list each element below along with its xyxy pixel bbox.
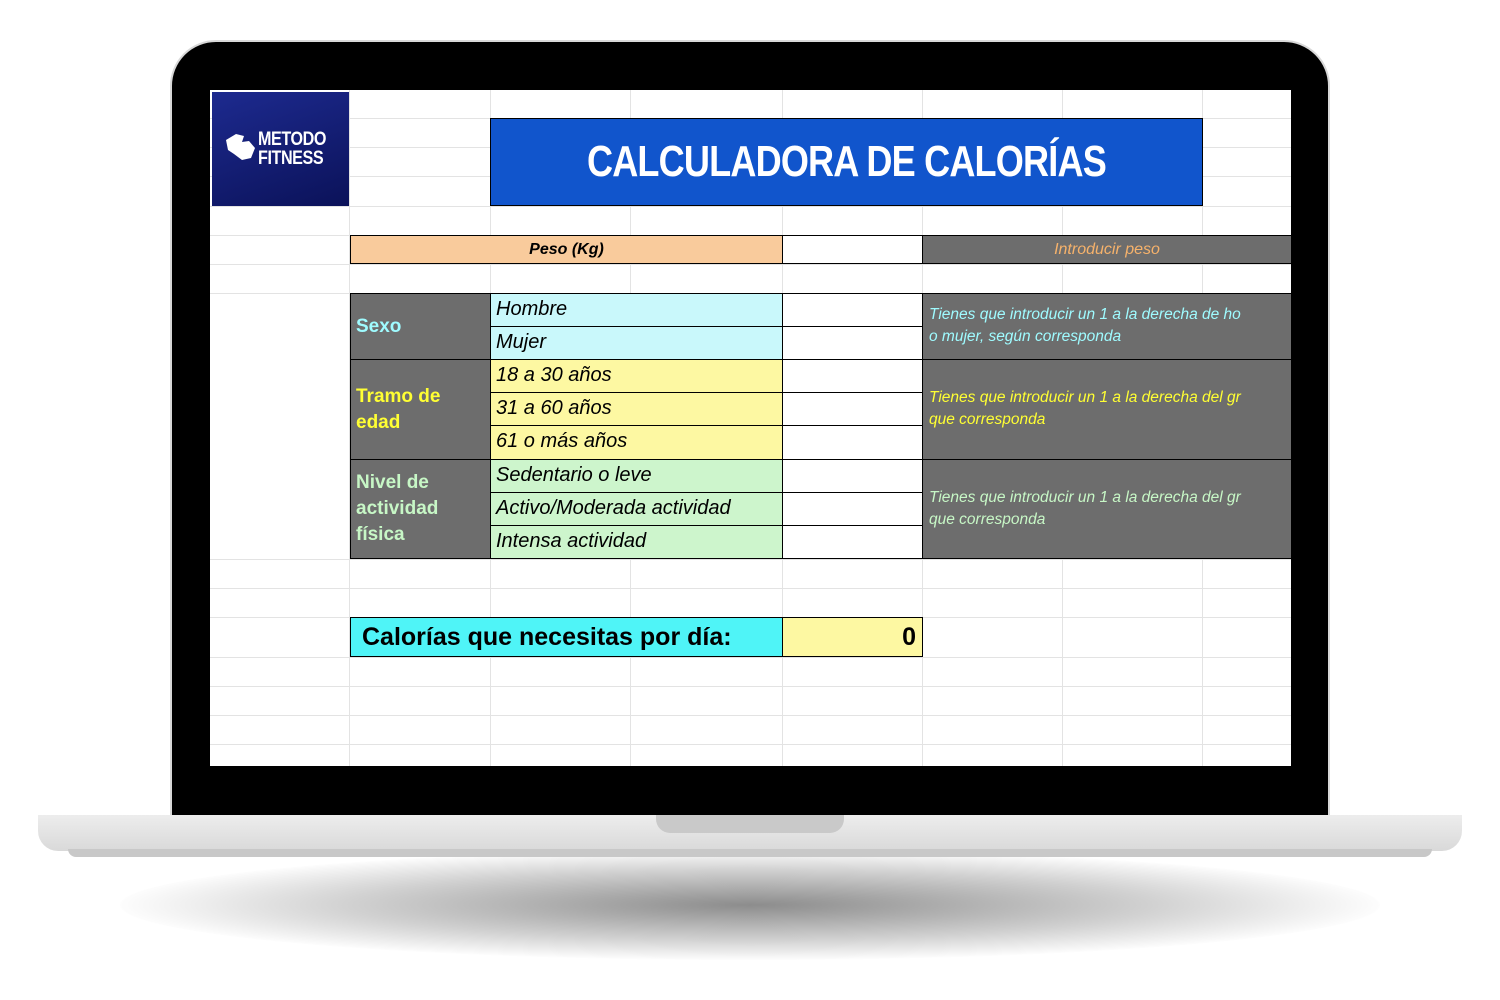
calories-result-label: Calorías que necesitas por día:	[350, 617, 783, 657]
page-title-banner	[490, 118, 1203, 206]
sexo-hint-line-1: Tienes que introducir un 1 a la derecha de ho	[929, 306, 1241, 323]
flexed-arm-icon	[222, 126, 262, 166]
edad-hint-line-2: que corresponda	[929, 411, 1046, 428]
logo-line-2: FITNESS	[258, 148, 324, 169]
laptop-base-lip	[68, 849, 1432, 857]
edad-31-60-input-cell[interactable]	[782, 392, 923, 426]
option-31-60: 31 a 60 años	[490, 392, 783, 426]
page-title: CALCULADORA DE CALORÍAS	[587, 137, 1106, 186]
edad-group-label: Tramo de edad	[350, 359, 491, 460]
option-hombre: Hombre	[490, 293, 783, 327]
sexo-hint	[922, 293, 1291, 360]
option-61-mas: 61 o más años	[490, 425, 783, 460]
actividad-hint-line-1: Tienes que introducir un 1 a la derecha del gr	[929, 489, 1241, 506]
gridline	[210, 264, 1291, 265]
logo-line-1: METODO	[258, 129, 327, 150]
gridline	[210, 744, 1291, 745]
option-mujer: Mujer	[490, 326, 783, 360]
gridline	[210, 715, 1291, 716]
gridline	[210, 588, 1291, 589]
intensa-input-cell[interactable]	[782, 525, 923, 559]
sexo-hint-line-2: o mujer, según corresponda	[929, 328, 1122, 345]
actividad-group-label: Nivel de actividad física	[350, 459, 491, 559]
laptop-shadow	[120, 850, 1380, 960]
brand-logo	[212, 92, 349, 206]
edad-hint-line-1: Tienes que introducir un 1 a la derecha del gr	[929, 389, 1241, 406]
gridline	[210, 559, 1291, 560]
gridline	[210, 206, 1291, 207]
logo-wordmark	[258, 130, 326, 168]
mujer-input-cell[interactable]	[782, 326, 923, 360]
peso-input-cell[interactable]	[782, 235, 923, 264]
actividad-hint-line-2: que corresponda	[929, 511, 1046, 528]
option-sedentario: Sedentario o leve	[490, 459, 783, 493]
sexo-group-label: Sexo	[350, 293, 491, 360]
calories-result-value[interactable]: 0	[782, 617, 923, 657]
hombre-input-cell[interactable]	[782, 293, 923, 327]
option-18-30: 18 a 30 años	[490, 359, 783, 393]
peso-hint: Introducir peso	[922, 235, 1291, 264]
actividad-hint	[922, 459, 1291, 559]
edad-hint	[922, 359, 1291, 460]
spreadsheet-screen	[210, 90, 1291, 766]
gridline	[210, 686, 1291, 687]
laptop-notch	[656, 815, 844, 833]
option-activo: Activo/Moderada actividad	[490, 492, 783, 526]
option-intensa: Intensa actividad	[490, 525, 783, 559]
edad-18-30-input-cell[interactable]	[782, 359, 923, 393]
activo-input-cell[interactable]	[782, 492, 923, 526]
sedentario-input-cell[interactable]	[782, 459, 923, 493]
edad-61-mas-input-cell[interactable]	[782, 425, 923, 460]
gridline	[210, 657, 1291, 658]
peso-label: Peso (Kg)	[350, 235, 783, 264]
